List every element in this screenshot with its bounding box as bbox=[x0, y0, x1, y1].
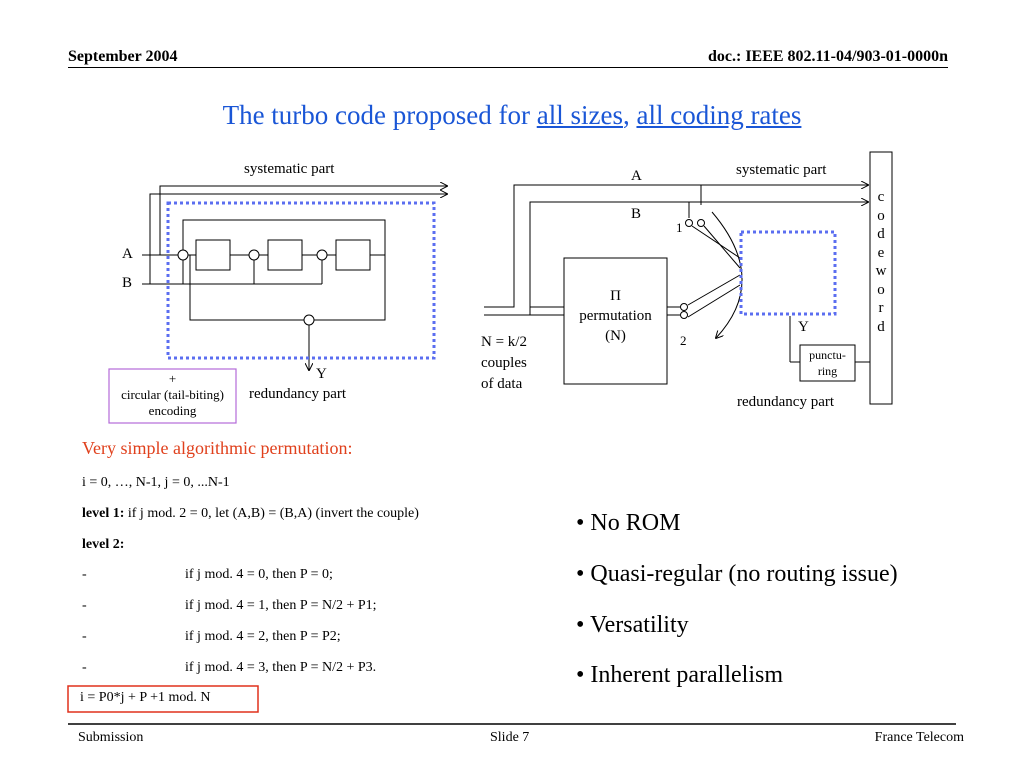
level2-dash: - bbox=[82, 598, 87, 613]
codeword-letter: o bbox=[877, 281, 885, 298]
footer-slide-number: Slide 7 bbox=[490, 730, 530, 745]
title-sep: , bbox=[622, 100, 637, 130]
permutation-box-text bbox=[564, 286, 667, 346]
title-link-all-sizes[interactable]: all sizes bbox=[536, 100, 623, 130]
left-input-b-label: B bbox=[122, 275, 133, 291]
n-k2-label: N = k/2 bbox=[481, 334, 527, 350]
level1-label: level 1: bbox=[82, 506, 125, 521]
level2-label: level 2: bbox=[82, 537, 125, 552]
bullet-item: • No ROM bbox=[576, 510, 681, 536]
bullet-item: • Versatility bbox=[576, 612, 689, 638]
level2-line: if j mod. 4 = 2, then P = P2; bbox=[185, 629, 341, 644]
left-input-a-label: A bbox=[122, 246, 133, 262]
permutation-formula: i = P0*j + P +1 mod. N bbox=[80, 690, 211, 705]
bullet-item: • Inherent parallelism bbox=[576, 662, 783, 688]
circular-encoding-text bbox=[109, 371, 236, 419]
plus-sign: + bbox=[168, 371, 177, 386]
footer-company: France Telecom bbox=[874, 730, 964, 745]
codeword-letter: d bbox=[877, 226, 885, 242]
left-redundancy-label: redundancy part bbox=[249, 386, 347, 402]
punctu-line2: ring bbox=[817, 364, 838, 378]
codeword-letter: d bbox=[877, 318, 885, 335]
footer-submission: Submission bbox=[78, 730, 144, 745]
algorithm-heading: Very simple algorithmic permutation: bbox=[82, 438, 353, 458]
level2-line: if j mod. 4 = 1, then P = N/2 + P1; bbox=[185, 598, 377, 613]
switch-position-1-label: 1 bbox=[676, 220, 683, 235]
bullet-item: • Quasi-regular (no routing issue) bbox=[576, 561, 898, 587]
level2-line: if j mod. 4 = 3, then P = N/2 + P3. bbox=[185, 660, 377, 675]
level2-dash: - bbox=[82, 629, 87, 644]
level2-line: if j mod. 4 = 0, then P = 0; bbox=[185, 567, 333, 582]
algorithm-indices: i = 0, …, N-1, j = 0, ...N-1 bbox=[82, 475, 230, 490]
level2-dash: - bbox=[82, 567, 87, 582]
n-couples-text bbox=[481, 332, 527, 395]
puncturing-box-text bbox=[800, 347, 855, 379]
punctu-line1: punctu- bbox=[809, 348, 846, 362]
algorithm-level1 bbox=[82, 506, 419, 522]
codeword-letter: c bbox=[877, 189, 885, 205]
circular-line2: encoding bbox=[148, 403, 197, 418]
codeword-vertical-label bbox=[870, 188, 892, 336]
codeword-letter: r bbox=[878, 300, 884, 316]
left-encoder-dotted-box bbox=[168, 203, 434, 358]
pi-symbol: Π bbox=[610, 288, 621, 304]
header-doc-id: doc.: IEEE 802.11-04/903-01-0000n bbox=[707, 48, 948, 65]
permutation-label: permutation bbox=[579, 308, 652, 324]
left-systematic-label: systematic part bbox=[244, 161, 335, 177]
right-systematic-label: systematic part bbox=[736, 162, 827, 178]
right-encoder-dotted-box bbox=[741, 232, 835, 314]
right-input-a-label: A bbox=[631, 168, 642, 184]
level1-text: if j mod. 2 = 0, let (A,B) = (B,A) (invert the couple) bbox=[124, 506, 419, 521]
right-output-y-label: Y bbox=[798, 319, 809, 335]
right-input-b-label: B bbox=[631, 206, 642, 222]
header-date: September 2004 bbox=[68, 48, 178, 65]
title-prefix: The turbo code proposed for bbox=[222, 100, 537, 130]
right-redundancy-label: redundancy part bbox=[737, 394, 835, 410]
codeword-letter: o bbox=[877, 207, 885, 224]
codeword-letter: w bbox=[875, 263, 887, 279]
circular-line1: circular (tail-biting) bbox=[121, 387, 224, 402]
switch-position-2-label: 2 bbox=[680, 333, 687, 348]
title-link-all-coding-rates[interactable]: all coding rates bbox=[636, 100, 802, 130]
codeword-letter: e bbox=[877, 244, 885, 261]
left-output-y-label: Y bbox=[316, 366, 327, 382]
level2-dash: - bbox=[82, 660, 87, 675]
left-encoder-diagram bbox=[142, 186, 447, 370]
of-data-label: of data bbox=[481, 376, 523, 392]
permutation-n-label: (N) bbox=[605, 328, 626, 344]
couples-label: couples bbox=[481, 355, 527, 371]
